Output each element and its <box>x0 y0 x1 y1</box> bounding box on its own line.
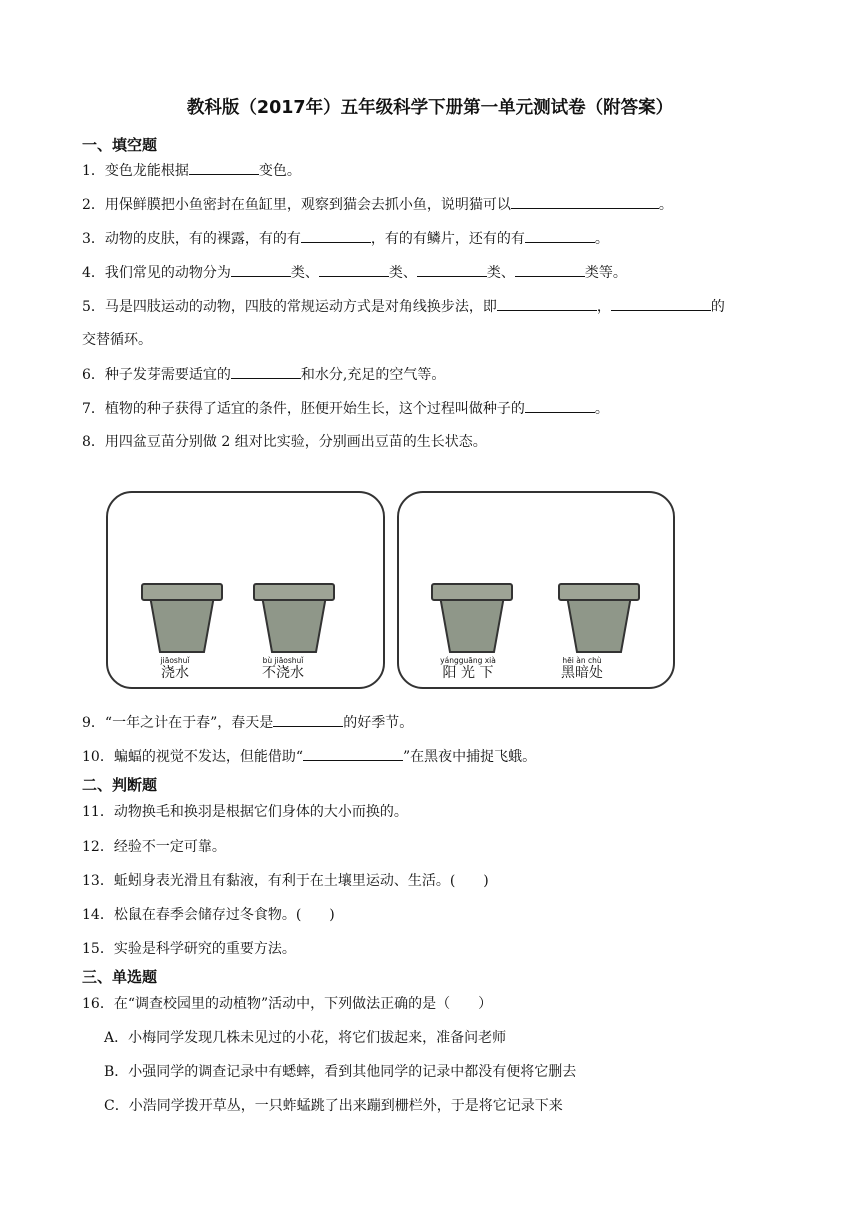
answer-blank[interactable] <box>417 262 487 277</box>
question-text: ， <box>596 299 611 315</box>
option-a[interactable]: A．小梅同学发现几株未见过的小花，将它们拔起来，准备问老师 <box>104 1030 507 1046</box>
option-c[interactable]: C．小浩同学拨开草丛，一只蚱蜢跳了出来蹦到栅栏外，于是将它记录下来 <box>104 1098 563 1114</box>
flower-pot-icon <box>252 582 336 658</box>
hanzi-label: 浇水 <box>161 665 189 681</box>
answer-blank[interactable] <box>273 712 343 727</box>
question-text: 8．用四盆豆苗分别做 2 组对比实验，分别画出豆苗的生长状态。 <box>82 434 487 450</box>
question-text: 3．动物的皮肤，有的裸露，有的有 <box>82 231 301 247</box>
question-16: 16．在“调查校园里的动植物”活动中，下列做法正确的是（ ） <box>82 996 493 1012</box>
flower-pot-icon <box>430 582 514 658</box>
question-text: 。 <box>594 401 609 417</box>
pinyin-label: jiāoshuǐ <box>160 656 190 665</box>
flower-pot-icon <box>140 582 224 658</box>
question-text: 。 <box>658 197 673 213</box>
question-text: 5．马是四肢运动的动物，四肢的常规运动方式是对角线换步法，即 <box>82 299 497 315</box>
question-text: 7．植物的种子获得了适宜的条件，胚便开始生长，这个过程叫做种子的 <box>82 401 525 417</box>
question-text: 10．蝙蝠的视觉不发达，但能借助“ <box>82 749 303 765</box>
hanzi-label: 不浇水 <box>262 665 304 681</box>
question-text: 交替循环。 <box>82 332 152 348</box>
hanzi-label: 黑暗处 <box>561 665 603 681</box>
question-11: 11．动物换毛和换羽是根据它们身体的大小而换的。 <box>82 804 408 820</box>
question-text: 类、 <box>290 265 319 281</box>
section-heading-single-choice: 三、单选题 <box>82 968 158 986</box>
answer-blank[interactable] <box>525 398 595 413</box>
question-text: 类、 <box>486 265 515 281</box>
page-title: 教科版（2017年）五年级科学下册第一单元测试卷（附答案） <box>186 98 674 118</box>
answer-blank[interactable] <box>525 228 595 243</box>
question-text: ，有的有鳞片，还有的有 <box>370 231 525 247</box>
section-heading-true-false: 二、判断题 <box>82 776 158 794</box>
question-text: 的 <box>710 299 725 315</box>
question-6 <box>82 364 445 385</box>
question-text: 和水分,充足的空气等。 <box>300 367 446 383</box>
question-9 <box>82 712 413 733</box>
question-text: 的好季节。 <box>343 715 414 731</box>
question-text: 类、 <box>388 265 417 281</box>
answer-blank[interactable] <box>301 228 371 243</box>
question-1 <box>82 160 301 181</box>
question-5 <box>82 296 725 317</box>
hanzi-label: 阳 光 下 <box>442 665 494 681</box>
question-text: ”在黑夜中捕捉飞蛾。 <box>402 749 537 765</box>
question-text: 类等。 <box>584 265 627 281</box>
pot-label-sunlight <box>428 656 508 682</box>
question-8 <box>82 432 487 452</box>
question-3 <box>82 228 609 249</box>
question-4 <box>82 262 627 283</box>
question-7 <box>82 398 609 419</box>
answer-blank[interactable] <box>189 160 259 175</box>
answer-blank[interactable] <box>303 746 403 761</box>
pinyin-label: yángguāng xià <box>440 656 496 665</box>
question-text: 2．用保鲜膜把小鱼密封在鱼缸里，观察到猫会去抓小鱼，说明猫可以 <box>82 197 511 213</box>
question-text: 1．变色龙能根据 <box>82 163 189 179</box>
question-text: 变色。 <box>258 163 301 179</box>
answer-blank[interactable] <box>231 364 301 379</box>
question-5-continued <box>82 330 152 350</box>
pot-label-dark <box>542 656 622 682</box>
pot-label-no-water <box>243 656 323 682</box>
section-heading-fill-in: 一、填空题 <box>82 136 158 154</box>
question-14: 14．松鼠在春季会储存过冬食物。( ) <box>82 907 335 923</box>
question-15: 15．实验是科学研究的重要方法。 <box>82 941 296 957</box>
pot-label-water <box>135 656 215 682</box>
option-b[interactable]: B．小强同学的调查记录中有蟋蟀，看到其他同学的记录中都没有便将它删去 <box>104 1064 577 1080</box>
answer-blank[interactable] <box>231 262 291 277</box>
question-text: 4．我们常见的动物分为 <box>82 265 231 281</box>
pinyin-label: bù jiāoshuǐ <box>262 656 304 665</box>
question-text: 。 <box>594 231 609 247</box>
answer-blank[interactable] <box>511 194 659 209</box>
answer-blank[interactable] <box>611 296 711 311</box>
question-text: 6．种子发芽需要适宜的 <box>82 367 231 383</box>
question-10 <box>82 746 536 767</box>
flower-pot-icon <box>557 582 641 658</box>
question-text: 9．“一年之计在于春”，春天是 <box>82 715 274 731</box>
question-13: 13．蚯蚓身表光滑且有黏液，有利于在土壤里运动、生活。( ) <box>82 873 489 889</box>
pinyin-label: hēi àn chù <box>562 656 602 665</box>
answer-blank[interactable] <box>497 296 597 311</box>
question-2 <box>82 194 673 215</box>
answer-blank[interactable] <box>515 262 585 277</box>
answer-blank[interactable] <box>319 262 389 277</box>
question-12: 12．经验不一定可靠。 <box>82 839 226 855</box>
